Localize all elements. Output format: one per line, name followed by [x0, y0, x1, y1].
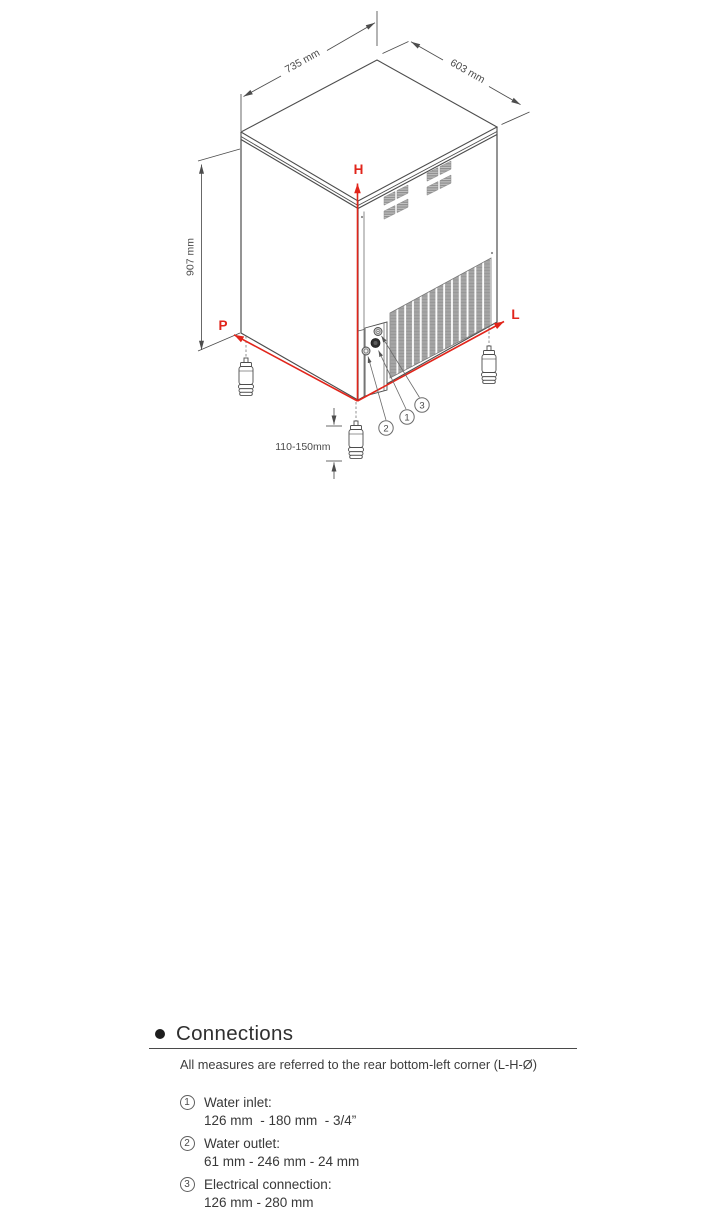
- axis-depth-label: P: [218, 318, 228, 333]
- technical-drawing: [0, 0, 720, 505]
- dim-line: [244, 76, 282, 97]
- item-label-water-inlet: Water inlet:: [204, 1095, 272, 1110]
- item-values-electrical: 126 mm - 280 mm: [204, 1195, 314, 1210]
- water-inlet-fitting: [371, 339, 380, 348]
- water-outlet-fitting: [362, 347, 370, 355]
- item-label-electrical: Electrical connection:: [204, 1177, 332, 1192]
- dim-line: [327, 23, 375, 51]
- dim-depth-label: 603 mm: [448, 56, 487, 86]
- item-number-water-inlet: 1: [180, 1095, 195, 1110]
- reference-note: All measures are referred to the rear bottom-left corner (L-H-Ø): [180, 1057, 538, 1072]
- screw-dot: [361, 216, 363, 218]
- dim-line: [489, 87, 521, 105]
- extension-line: [198, 333, 240, 351]
- callout-num-water-inlet: 1: [404, 412, 410, 424]
- item-values-water-outlet: 61 mm - 246 mm - 24 mm: [204, 1154, 360, 1169]
- connections-section: [0, 505, 720, 1210]
- adjustable-foot-front: [349, 421, 364, 458]
- screw-dot: [491, 252, 493, 254]
- adjustable-foot-right: [482, 346, 497, 383]
- dim-line: [411, 42, 443, 60]
- item-number-water-outlet: 2: [180, 1136, 195, 1151]
- axis-width-label: L: [511, 307, 520, 322]
- dim-feet-label: 110-150mm: [275, 441, 331, 453]
- item-number-electrical: 3: [180, 1177, 195, 1192]
- electrical-fitting: [374, 328, 382, 336]
- connection-panel: [362, 322, 387, 396]
- bullet-icon: [155, 1029, 165, 1039]
- callout-num-water-outlet: 2: [383, 423, 389, 435]
- callout-num-electrical: 3: [419, 400, 425, 412]
- extension-line: [383, 42, 409, 54]
- dim-height-label: 907 mm: [184, 238, 197, 276]
- section-divider: [149, 1048, 577, 1049]
- dimension-height: [185, 149, 241, 351]
- extension-line: [502, 112, 530, 125]
- extension-line: [198, 149, 240, 161]
- item-label-water-outlet: Water outlet:: [204, 1136, 281, 1151]
- dim-width-label: 735 mm: [283, 46, 323, 76]
- axis-height-label: H: [353, 162, 364, 177]
- item-values-water-inlet: 126 mm - 180 mm - 3/4”: [204, 1113, 357, 1128]
- section-title: Connections: [176, 1022, 294, 1045]
- dimension-feet: [275, 408, 342, 479]
- adjustable-foot-left: [239, 358, 254, 395]
